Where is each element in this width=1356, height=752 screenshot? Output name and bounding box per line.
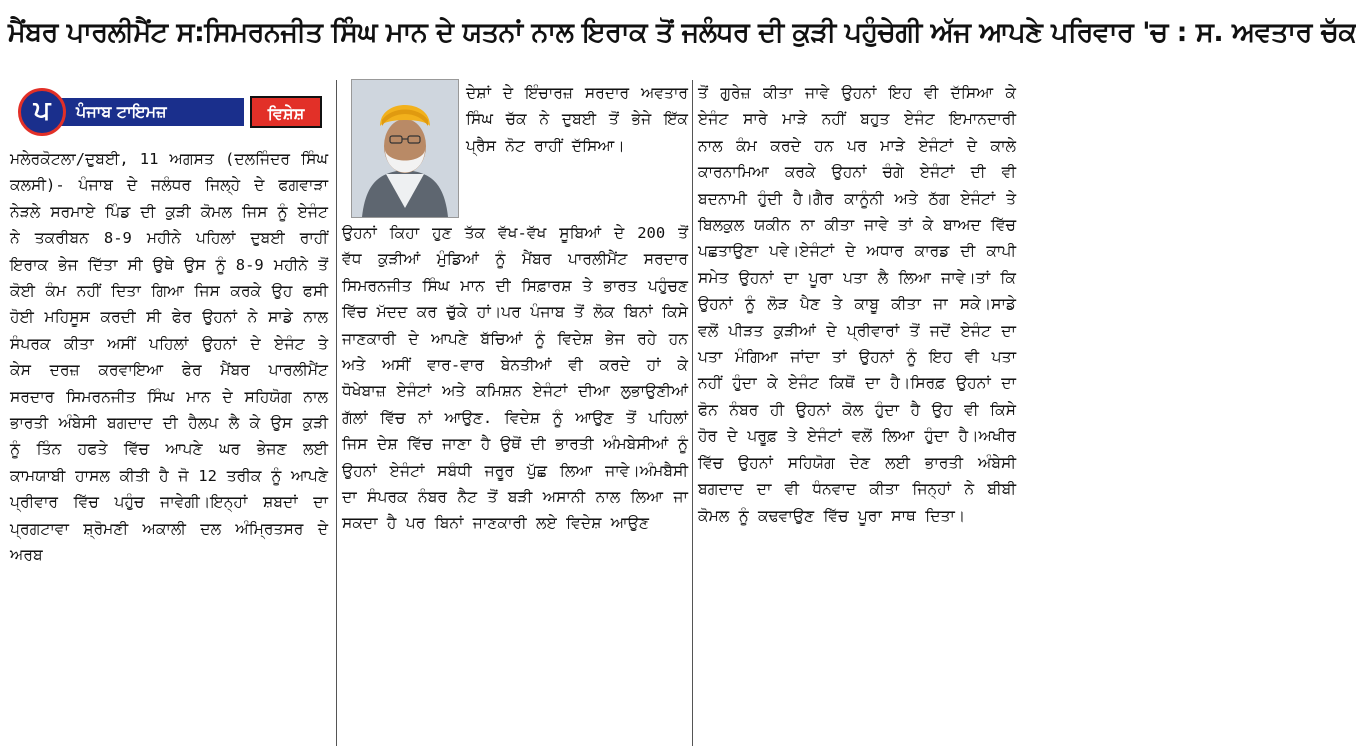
- article-paragraph: ਉਹਨਾਂ ਕਿਹਾ ਹੁਣ ਤੱਕ ਵੱਖ-ਵੱਖ ਸੂਬਿਆਂ ਦੇ 200 ਤੋਂ ਵੱਧ ਕੁੜੀਆਂ ਮੁੰਡਿਆਂ ਨੂੰ ਮੈਂਬਰ ਪਾਰਲੀਮੈਂਟ ਸਰਦਾਰ ਸਿਮਰਨਜੀਤ ਸਿੰਘ ਮਾਨ ਦੀ ਸਿਫ਼ਾਰਸ਼ ਤੇ ਭਾਰਤ ਪਹੁੰਚਣ ਵਿੱਚ ਮੱਦਦ ਕਰ ਚੁੱਕੇ ਹਾਂ।ਪਰ ਪੰਜਾਬ ਤੋਂ ਲੋਕ ਬਿਨਾਂ ਕਿਸੇ ਜਾਣਕਾਰੀ ਦੇ ਆਪਣੇ ਬੱਚਿਆਂ ਨੂੰ ਵਿਦੇਸ਼ ਭੇਜ ਰਹੇ ਹਨ ਅਤੇ ਅਸੀਂ ਵਾਰ-ਵਾਰ ਬੇਨਤੀਆਂ ਵੀ ਕਰਦੇ ਹਾਂ ਕੇ ਧੋਖੇਬਾਜ਼ ਏਜੰਟਾਂ ਅਤੇ ਕਮਿਸ਼ਨ ਏਜੰਟਾਂ ਦੀਆ ਲੁਭਾਉਣੀਆਂ ਗੱਲਾਂ ਵਿੱਚ ਨਾਂ ਆਉਣ. ਵਿਦੇਸ਼ ਨੂੰ ਆਉਣ ਤੋਂ ਪਹਿਲਾਂ ਜਿਸ ਦੇਸ਼ ਵਿੱਚ ਜਾਣਾ ਹੈ ਉਥੋਂ ਦੀ ਭਾਰਤੀ ਅੰਮਬੇਸੀਆਂ ਨੂੰ ਉਹਨਾਂ ਏਜੰਟਾਂ ਸਬੰਧੀ ਜਰੂਰ ਪੁੱਛ ਲਿਆ ਜਾਵੇ।ਅੰਮਬੈਸੀ ਦਾ ਸੰਪਰਕ ਨੰਬਰ ਨੈਟ ਤੋਂ ਬੜੀ ਅਸਾਨੀ ਨਾਲ ਲਿਆ ਜਾ ਸਕਦਾ ਹੈ ਪਰ ਬਿਨਾਂ ਜਾਣਕਾਰੀ ਲਏ ਵਿਦੇਸ਼ ਆਉਣ: [342, 224, 688, 533]
- article-column-2-top: [466, 80, 688, 220]
- column-divider: [692, 80, 693, 746]
- article-column-1: [10, 146, 328, 746]
- article-column-2: [342, 220, 688, 748]
- publication-logo: [18, 88, 324, 136]
- article-paragraph: ਤੋਂ ਗੁਰੇਜ਼ ਕੀਤਾ ਜਾਵੇ ਉਹਨਾਂ ਇਹ ਵੀ ਦੱਸਿਆ ਕੇ ਏਜੰਟ ਸਾਰੇ ਮਾੜੇ ਨਹੀਂ ਬਹੁਤ ਏਜੰਟ ਇਮਾਨਦਾਰੀ ਨਾਲ ਕੰਮ ਕਰਦੇ ਹਨ ਪਰ ਮਾੜੇ ਏਜੰਟਾਂ ਦੇ ਕਾਲੇ ਕਾਰਨਾਮਿਆ ਕਰਕੇ ਉਹਨਾਂ ਚੰਗੇ ਏਜੰਟਾਂ ਦੀ ਵੀ ਬਦਨਾਮੀ ਹੁੰਦੀ ਹੈ।ਗੈਰ ਕਾਨੂੰਨੀ ਅਤੇ ਠੱਗ ਏਜੰਟਾਂ ਤੇ ਬਿਲਕੁਲ ਯਕੀਨ ਨਾ ਕੀਤਾ ਜਾਵੇ ਤਾਂ ਕੇ ਬਾਅਦ ਵਿੱਚ ਪਛਤਾਉਣਾ ਪਵੇ।ਏਜੰਟਾਂ ਦੇ ਅਧਾਰ ਕਾਰਡ ਦੀ ਕਾਪੀ ਸਮੇਤ ਉਹਨਾਂ ਦਾ ਪੂਰਾ ਪਤਾ ਲੈ ਲਿਆ ਜਾਵੇ।ਤਾਂ ਕਿ ਉਹਨਾਂ ਨੂੰ ਲੋੜ ਪੈਣ ਤੇ ਕਾਬੂ ਕੀਤਾ ਜਾ ਸਕੇ।ਸਾਡੇ ਵਲੋਂ ਪੀੜਤ ਕੁੜੀਆਂ ਦੇ ਪ੍ਰੀਵਾਰਾਂ ਤੋਂ ਜਦੋਂ ਏਜੰਟ ਦਾ ਪਤਾ ਮੰਗਿਆ ਜਾਂਦਾ ਤਾਂ ਉਹਨਾਂ ਨੂੰ ਇਹ ਵੀ ਪਤਾ ਨਹੀਂ ਹੁੰਦਾ ਕੇ ਏਜੰਟ ਕਿਥੋਂ ਦਾ ਹੈ।ਸਿਰਫ਼ ਉਹਨਾਂ ਦਾ ਫੋਨ ਨੰਬਰ ਹੀ ਉਹਨਾਂ ਕੋਲ ਹੁੰਦਾ ਹੈ ਉਹ ਵੀ ਕਿਸੇ ਹੋਰ ਦੇ ਪਰੂਫ਼ ਤੇ ਏਜੰਟਾਂ ਵਲੋਂ ਲਿਆ ਹੁੰਦਾ ਹੈ।ਅਖੀਰ ਵਿੱਚ ਉਹਨਾਂ ਸਹਿਯੋਗ ਦੇਣ ਲਈ ਭਾਰਤੀ ਅੰਬੇਸੀ ਬਗਦਾਦ ਦਾ ਵੀ ਧੰਨਵਾਦ ਕੀਤਾ ਜਿਨ੍ਹਾਂ ਨੇ ਬੀਬੀ ਕੋਮਲ ਨੂੰ ਕਢਵਾਉਣ ਵਿੱਚ ਪੂਰਾ ਸਾਥ ਦਿਤਾ।: [698, 84, 1016, 525]
- publication-name: ਪੰਜਾਬ ਟਾਇਮਜ਼: [48, 98, 244, 126]
- article-paragraph: ਦੇਸ਼ਾਂ ਦੇ ਇੰਚਾਰਜ਼ ਸਰਦਾਰ ਅਵਤਾਰ ਸਿੰਘ ਚੱਕ ਨੇ ਦੁਬਈ ਤੋਂ ਭੇਜੇ ਇੱਕ ਪ੍ਰੈਸ ਨੋਟ ਰਾਹੀਂ ਦੱਸਿਆ।: [466, 84, 688, 155]
- article-column-3: [698, 80, 1016, 740]
- article-paragraph: ਮਲੇਰਕੋਟਲਾ/ਦੁਬਈ, 11 ਅਗਸਤ (ਦਲਜਿੰਦਰ ਸਿੰਘ ਕਲਸੀ)- ਪੰਜਾਬ ਦੇ ਜਲੰਧਰ ਜਿਲ੍ਹੇ ਦੇ ਫਗਵਾੜਾ ਨੇੜਲੇ ਸਰਮਾਏ ਪਿੰਡ ਦੀ ਕੁੜੀ ਕੋਮਲ ਜਿਸ ਨੂੰ ਏਜੰਟ ਨੇ ਤਕਰੀਬਨ 8-9 ਮਹੀਨੇ ਪਹਿਲਾਂ ਦੁਬਈ ਰਾਹੀਂ ਇਰਾਕ ਭੇਜ ਦਿੱਤਾ ਸੀ ਉਥੇ ਉਸ ਨੂੰ 8-9 ਮਹੀਨੇ ਤੋਂ ਕੋਈ ਕੰਮ ਨਹੀਂ ਦਿਤਾ ਗਿਆ ਜਿਸ ਕਰਕੇ ਉਹ ਫਸੀ ਹੋਈ ਮਹਿਸੂਸ ਕਰਦੀ ਸੀ ਫੇਰ ਉਹਨਾਂ ਨੇ ਸਾਡੇ ਨਾਲ ਸੰਪਰਕ ਕੀਤਾ ਅਸੀਂ ਪਹਿਲਾਂ ਉਹਨਾਂ ਦੇ ਏਜੰਟ ਤੇ ਕੇਸ ਦਰਜ਼ ਕਰਵਾਇਆ ਫੇਰ ਮੈਂਬਰ ਪਾਰਲੀਮੈਂਟ ਸਰਦਾਰ ਸਿਮਰਨਜੀਤ ਸਿੰਘ ਮਾਨ ਦੇ ਸਹਿਯੋਗ ਨਾਲ ਭਾਰਤੀ ਅੰਬੇਸੀ ਬਗਦਾਦ ਦੀ ਹੈਲਪ ਲੈ ਕੇ ਉਸ ਕੁੜੀ ਨੂੰ ਤਿੰਨ ਹਫਤੇ ਵਿੱਚ ਆਪਣੇ ਘਰ ਭੇਜਣ ਲਈ ਕਾਮਯਾਬੀ ਹਾਸਲ ਕੀਤੀ ਹੈ ਜੋ 12 ਤਰੀਕ ਨੂੰ ਆਪਣੇ ਪ੍ਰੀਵਾਰ ਵਿੱਚ ਪਹੁੰਚ ਜਾਵੇਗੀ।ਇਨ੍ਹਾਂ ਸ਼ਬਦਾਂ ਦਾ ਪ੍ਰਗਟਾਵਾ ਸ਼੍ਰੋਮਣੀ ਅਕਾਲੀ ਦਲ ਅੰਮ੍ਰਿਤਸਰ ਦੇ ਅਰਬ: [10, 150, 328, 565]
- person-portrait-icon: [352, 80, 458, 217]
- column-divider: [336, 80, 337, 746]
- logo-emblem: ਪ: [18, 88, 66, 136]
- headline: ਮੈਂਬਰ ਪਾਰਲੀਮੈਂਟ ਸ:ਸਿਮਰਨਜੀਤ ਸਿੰਘ ਮਾਨ ਦੇ ਯਤਨਾਂ ਨਾਲ ਇਰਾਕ ਤੋਂ ਜਲੰਧਰ ਦੀ ਕੁੜੀ ਪਹੁੰਚੇਗੀ ਅੱਜ ਆਪਣੇ ਪਰਿਵਾਰ 'ਚ : ਸ. ਅਵਤਾਰ ਚੱਕ: [8, 17, 1356, 48]
- author-photo: [351, 79, 459, 218]
- special-tag: ਵਿਸ਼ੇਸ਼: [250, 96, 322, 128]
